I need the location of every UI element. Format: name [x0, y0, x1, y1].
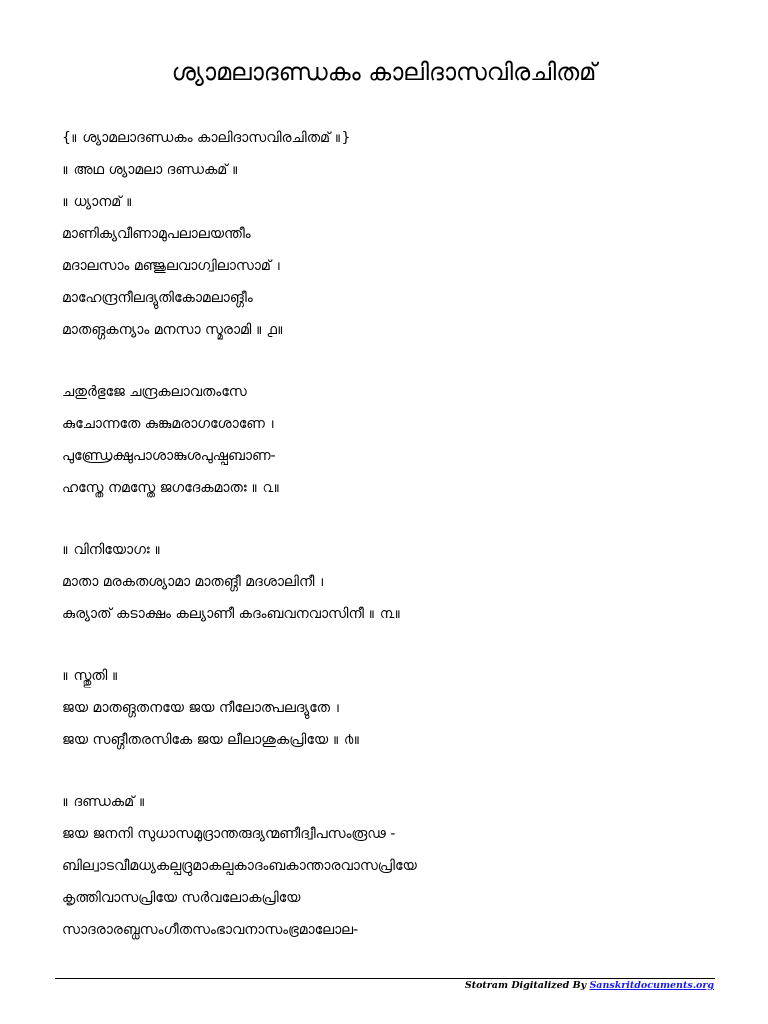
- text-line: സാദരാരബ്ധസംഗീതസംഭാവനാസംഭ്രമാലോല-: [62, 922, 359, 938]
- stanza-viniyogah: [62, 534, 722, 630]
- stanza-stuti: [62, 660, 722, 756]
- text-line: ഹസ്തേ നമസ്തേ ജഗദേകമാതഃ ॥ ൨॥: [62, 480, 281, 496]
- text-line: ചതുർഭുജേ ചന്ദ്രകലാവതംസേ: [62, 384, 247, 400]
- text-line: ॥ വിനിയോഗഃ ॥: [62, 542, 162, 558]
- text-line: മാതാ മരകതശ്യാമാ മാതങ്ഗീ മദശാലിനീ ।: [62, 574, 326, 590]
- stanza-dhyanam: [62, 122, 722, 346]
- sanskritdocuments-link[interactable]: Sanskritdocuments.org: [589, 980, 714, 991]
- text-line: ജയ ജനനി സുധാസമുദ്രാന്തരുദ്യന്മണീദ്വീപസംരൂഢ -: [62, 826, 396, 842]
- text-line: കുര്യാത് കടാക്ഷം കല്യാണീ കദംബവനവാസിനീ ॥ ൩॥: [62, 606, 402, 622]
- text-line: ബില്വാടവീമധ്യകല്പദ്രുമാകല്പകാദംബകാന്താരവാസപ്രിയേ: [62, 858, 417, 874]
- footer-credit: [465, 979, 714, 993]
- text-line: മദാലസാം മഞ്ജുലവാഗ്വിലാസാമ് ।: [62, 258, 283, 274]
- text-line: ॥ സ്തുതി ॥: [62, 668, 119, 684]
- text-line: മാതങ്ഗകന്യാം മനസാ സ്മരാമി ॥ ൧॥: [62, 322, 284, 338]
- text-line: കൃത്തിവാസപ്രിയേ സർവലോകപ്രിയേ: [62, 890, 301, 906]
- stanza-dandakam: [62, 786, 722, 946]
- text-line: മാണിക്യവീണാമുപലാലയന്തീം: [62, 226, 251, 242]
- text-line: ॥ അഥ ശ്യാമലാ ദണ്ഡകമ് ॥: [62, 162, 239, 178]
- stanza-chaturbhuje: [62, 376, 722, 504]
- page-title: ശ്യാമലാദണ്ഡകം കാലിദാസവിരചിതമ്: [171, 58, 597, 86]
- stanza-gap: [62, 346, 722, 376]
- text-line: ॥ ധ്യാനമ് ॥: [62, 194, 133, 210]
- text-line: ജയ സങ്ഗീതരസികേ ജയ ലീലാശുകപ്രിയേ ॥ ൪॥: [62, 732, 361, 748]
- text-line: {॥ ശ്യാമലാദണ്ഡകം കാലിദാസവിരചിതമ് ॥}: [62, 130, 351, 146]
- text-line: ജയ മാതങ്ഗതനയേ ജയ നീലോത്പലദ്യുതേ ।: [62, 700, 342, 716]
- text-line: പുണ്ഡ്രേക്ഷുപാശാങ്കുശപുഷ്പബാണ-: [62, 448, 276, 464]
- stanza-gap: [62, 504, 722, 534]
- stanza-gap: [62, 630, 722, 660]
- text-line: മാഹേന്ദ്രനീലദ്യുതികോമലാങ്ഗീം: [62, 290, 253, 306]
- footer-credit-text: Stotram Digitalized By: [464, 980, 590, 991]
- text-line: ॥ ദണ്ഡകമ് ॥: [62, 794, 146, 810]
- text-line: കുചോന്നതേ കുങ്കുമരാഗശോണേ ।: [62, 416, 277, 432]
- document-body: [62, 122, 722, 946]
- stanza-gap: [62, 756, 722, 786]
